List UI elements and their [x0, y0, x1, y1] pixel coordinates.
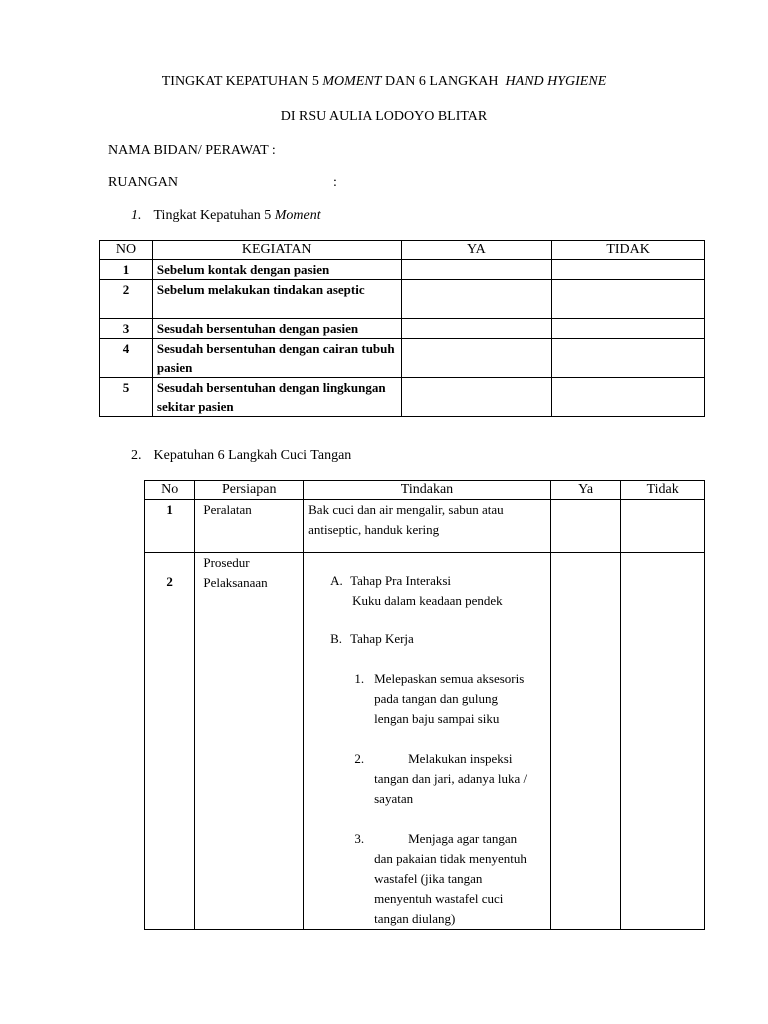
- header-ya: Ya: [550, 481, 621, 500]
- row-no: 5: [100, 378, 153, 417]
- header-ya: YA: [401, 241, 552, 260]
- row-tindakan: [304, 553, 551, 930]
- tidak-checkbox-cell[interactable]: [621, 500, 705, 553]
- row-tindakan: Bak cuci dan air mengalir, sabun atau antiseptic, handuk kering: [304, 500, 551, 553]
- ruangan-colon: :: [333, 175, 337, 190]
- header-tidak: Tidak: [621, 481, 705, 500]
- ya-checkbox-cell[interactable]: [401, 319, 552, 339]
- tahap-a: A. Tahap Pra Interaksi: [330, 573, 452, 588]
- header-tindakan: Tindakan: [304, 481, 551, 500]
- row-no: 1: [145, 500, 195, 553]
- row-kegiatan: Sebelum kontak dengan pasien: [152, 260, 401, 280]
- tidak-checkbox-cell[interactable]: [552, 378, 705, 417]
- tidak-checkbox-cell[interactable]: [621, 553, 705, 930]
- row-kegiatan: Sesudah bersentuhan dengan pasien: [152, 319, 401, 339]
- document-title: TINGKAT KEPATUHAN 5 MOMENT DAN 6 LANGKAH HAND HYGIENE: [161, 74, 607, 89]
- row-persiapan: Prosedur Pelaksanaan: [195, 553, 304, 930]
- row-kegiatan: Sesudah bersentuhan dengan lingkungan sekitar pasien: [152, 378, 401, 417]
- table-row: [100, 339, 705, 378]
- table-header-row: [100, 241, 705, 260]
- row-no: 4: [100, 339, 153, 378]
- tahap-b: B. Tahap Kerja: [330, 631, 414, 646]
- header-no: No: [145, 481, 195, 500]
- ruangan-label: RUANGAN: [108, 175, 178, 190]
- ya-checkbox-cell[interactable]: [550, 500, 621, 553]
- table-row: [145, 553, 705, 930]
- document-subtitle: DI RSU AULIA LODOYO BLITAR: [280, 109, 488, 124]
- ya-checkbox-cell[interactable]: [401, 280, 552, 319]
- step-item: 2. Melakukan inspeksi tangan dan jari, adanya luka / sayatan: [354, 751, 528, 806]
- step-item: 3. Menjaga agar tangan dan pakaian tidak menyentuh wastafel (jika tangan menyentuh wastafel cuci tangan diulang): [354, 831, 527, 926]
- row-persiapan: Peralatan: [195, 500, 304, 553]
- row-no: 3: [100, 319, 153, 339]
- section2-heading: 2. Kepatuhan 6 Langkah Cuci Tangan: [131, 448, 352, 463]
- table-row: [100, 280, 705, 319]
- table-row: [100, 319, 705, 339]
- ya-checkbox-cell[interactable]: [401, 260, 552, 280]
- ya-checkbox-cell[interactable]: [401, 378, 552, 417]
- moment-table: [99, 240, 705, 417]
- table-row: [100, 378, 705, 417]
- step-item: 1. Melepaskan semua aksesoris pada tangan dan gulung lengan baju sampai siku: [354, 671, 525, 726]
- header-no: NO: [100, 241, 153, 260]
- row-kegiatan: Sebelum melakukan tindakan aseptic: [152, 280, 401, 319]
- tidak-checkbox-cell[interactable]: [552, 280, 705, 319]
- row-no: 2: [100, 280, 153, 319]
- table-header-row: [145, 481, 705, 500]
- row-no: 2: [145, 553, 195, 930]
- header-kegiatan: KEGIATAN: [152, 241, 401, 260]
- section1-heading: 1. Tingkat Kepatuhan 5 Moment: [131, 208, 321, 223]
- table-row: [145, 500, 705, 553]
- row-no: 1: [100, 260, 153, 280]
- header-persiapan: Persiapan: [195, 481, 304, 500]
- row-kegiatan: Sesudah bersentuhan dengan cairan tubuh pasien: [152, 339, 401, 378]
- table-row: [100, 260, 705, 280]
- ya-checkbox-cell[interactable]: [401, 339, 552, 378]
- ya-checkbox-cell[interactable]: [550, 553, 621, 930]
- nama-bidan-label: NAMA BIDAN/ PERAWAT :: [108, 143, 276, 158]
- tahap-a-text: Kuku dalam keadaan pendek: [352, 593, 503, 608]
- cuci-tangan-table: [144, 480, 705, 930]
- header-tidak: TIDAK: [552, 241, 705, 260]
- tidak-checkbox-cell[interactable]: [552, 319, 705, 339]
- tidak-checkbox-cell[interactable]: [552, 339, 705, 378]
- tidak-checkbox-cell[interactable]: [552, 260, 705, 280]
